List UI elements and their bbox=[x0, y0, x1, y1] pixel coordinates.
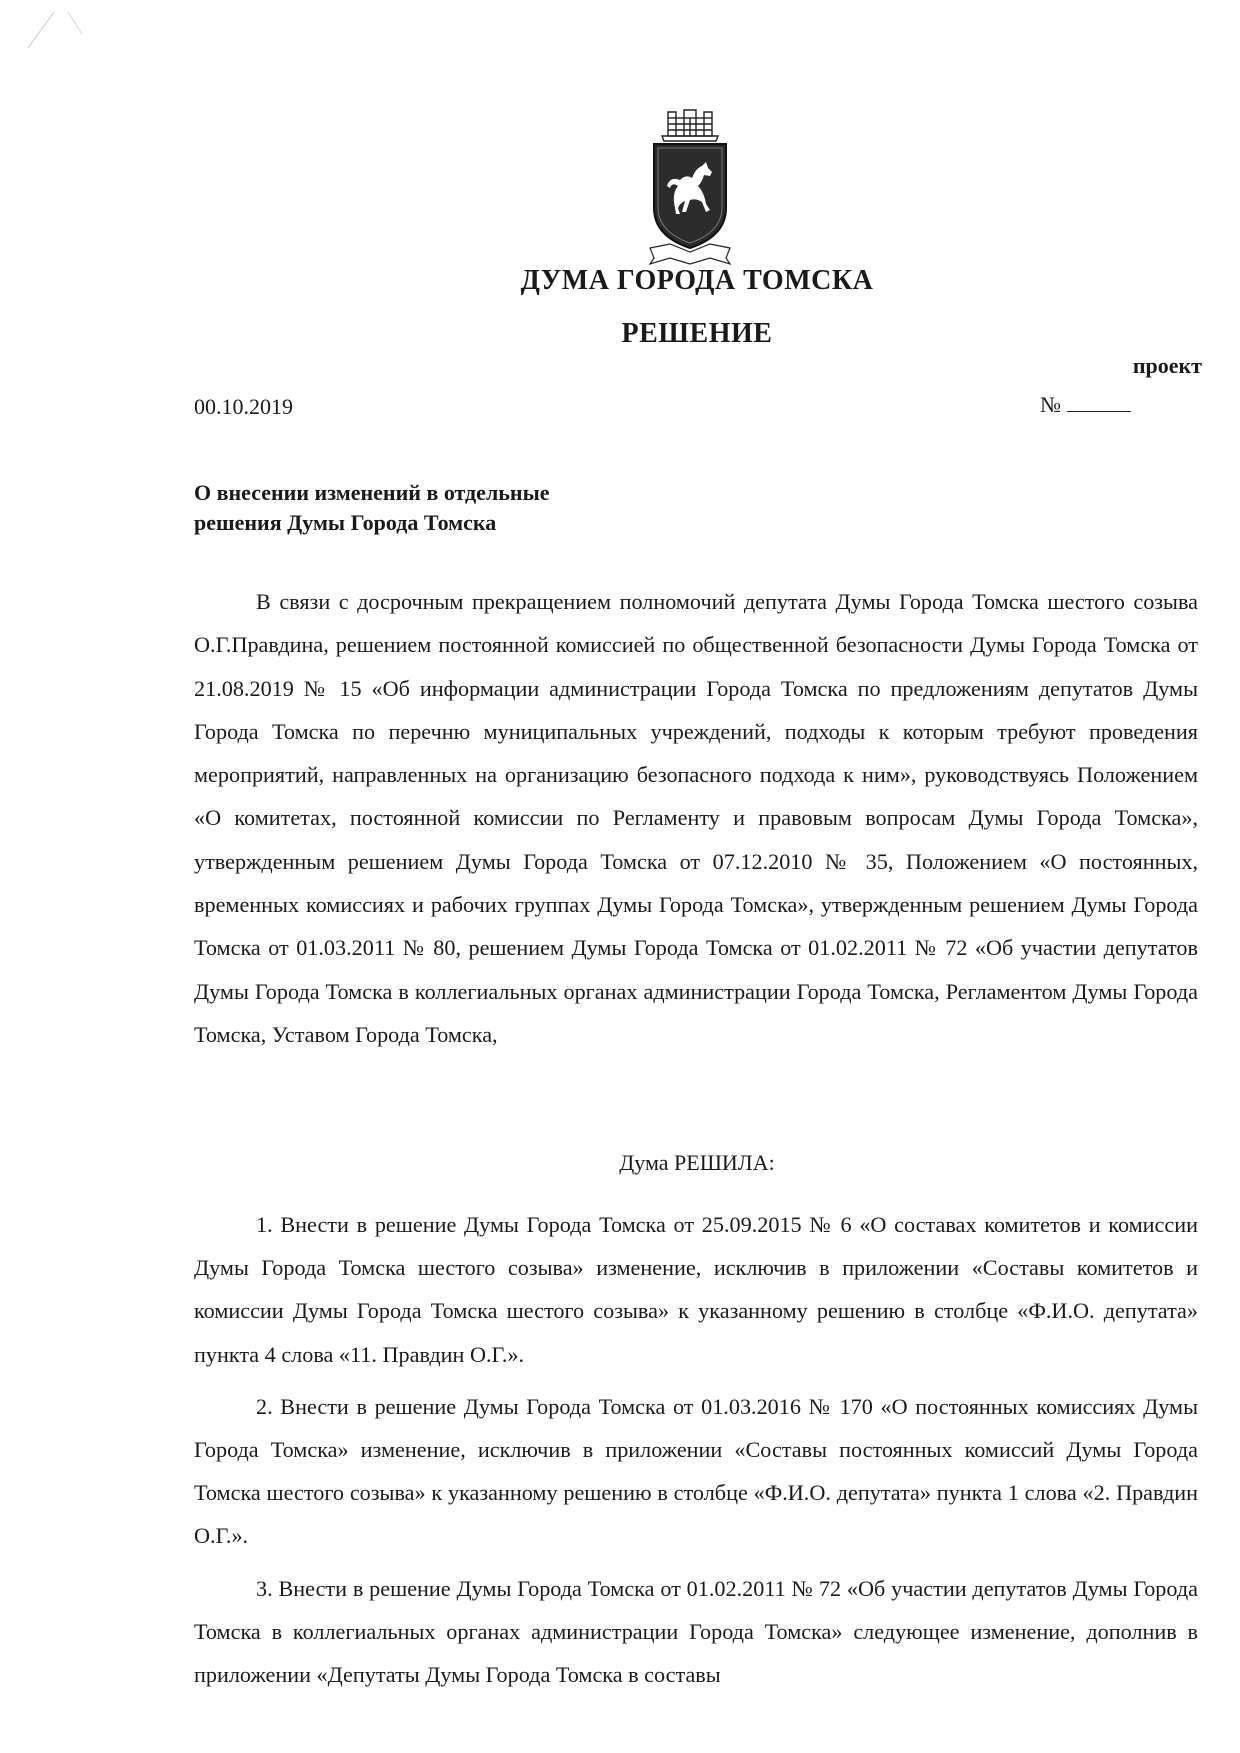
number-blank bbox=[1067, 393, 1131, 412]
document-number bbox=[1040, 392, 1131, 418]
document-date: 00.10.2019 bbox=[194, 394, 293, 419]
draft-label: проект bbox=[1132, 353, 1202, 378]
preamble-paragraph: В связи с досрочным прекращением полномочий депутата Думы Города Томска шестого созыва О.Г.Правдина, решением постоянной комиссией по общественной безопасности Думы Города Томска от 21.08.2019 № 15 «Об информации администрации Города Томска по предложениям депутатов Думы Города Томска по перечню муниципальных учреждений, подходы к которым требуют проведения мероприятий, направленных на организацию безопасного подхода к ним», руководствуясь Положением «О комитетах, постоянной комиссии по Регламенту и правовым вопросам Думы Города Томска», утвержденным решением Думы Города Томска от 07.12.2010 № 35, Положением «О постоянных, временных комиссиях и рабочих группах Думы Города Томска», утвержденным решением Думы Города Томска от 01.03.2011 № 80, решением Думы Города Томска от 01.02.2011 № 72 «Об участии депутатов Думы Города Томска в коллегиальных органах администрации Города Томска, Регламентом Думы Города Томска, Уставом Города Томска, bbox=[194, 589, 1198, 1047]
decision-item-1: 1. Внести в решение Думы Города Томска от 25.09.2015 № 6 «О составах комитетов и комиссии Думы Города Томска шестого созыва» изменение, исключив в приложении «Составы комитетов и комиссии Думы Города Томска шестого созыва» к указанному решению в столбце «Ф.И.О. депутата» пункта 4 слова «11. Правдин О.Г.». bbox=[194, 1212, 1198, 1367]
decision-item-2: 2. Внести в решение Думы Города Томска от 01.03.2016 № 170 «О постоянных комиссиях Думы Города Томска» изменение, исключив в приложении «Составы постоянных комиссий Думы Города Томска шестого созыва» к указанному решению в столбце «Ф.И.О. депутата» пункта 1 слова «2. Правдин О.Г.». bbox=[194, 1393, 1198, 1549]
decision-subject bbox=[194, 478, 550, 538]
scan-artifact-line bbox=[24, 10, 84, 50]
preamble bbox=[194, 580, 1198, 1056]
organization-title: ДУМА ГОРОДА ТОМСКА bbox=[520, 265, 874, 296]
subject-line-1: О внесении изменений в отдельные bbox=[194, 480, 550, 505]
document-type: РЕШЕНИЕ bbox=[621, 318, 773, 349]
subject-line-2: решения Думы Города Томска bbox=[194, 510, 497, 535]
decision-items bbox=[194, 1203, 1198, 1705]
tomsk-coat-of-arms-icon bbox=[640, 108, 740, 268]
number-sign: № bbox=[1040, 392, 1061, 417]
decided-heading: Дума РЕШИЛА: bbox=[619, 1150, 775, 1175]
decision-item-3: 3. Внести в решение Думы Города Томска от 01.02.2011 № 72 «Об участии депутатов Думы Города Томска в коллегиальных органах администрации Города Томска» следующее изменение, дополнив в приложении «Депутаты Думы Города Томска в составы bbox=[194, 1575, 1198, 1688]
